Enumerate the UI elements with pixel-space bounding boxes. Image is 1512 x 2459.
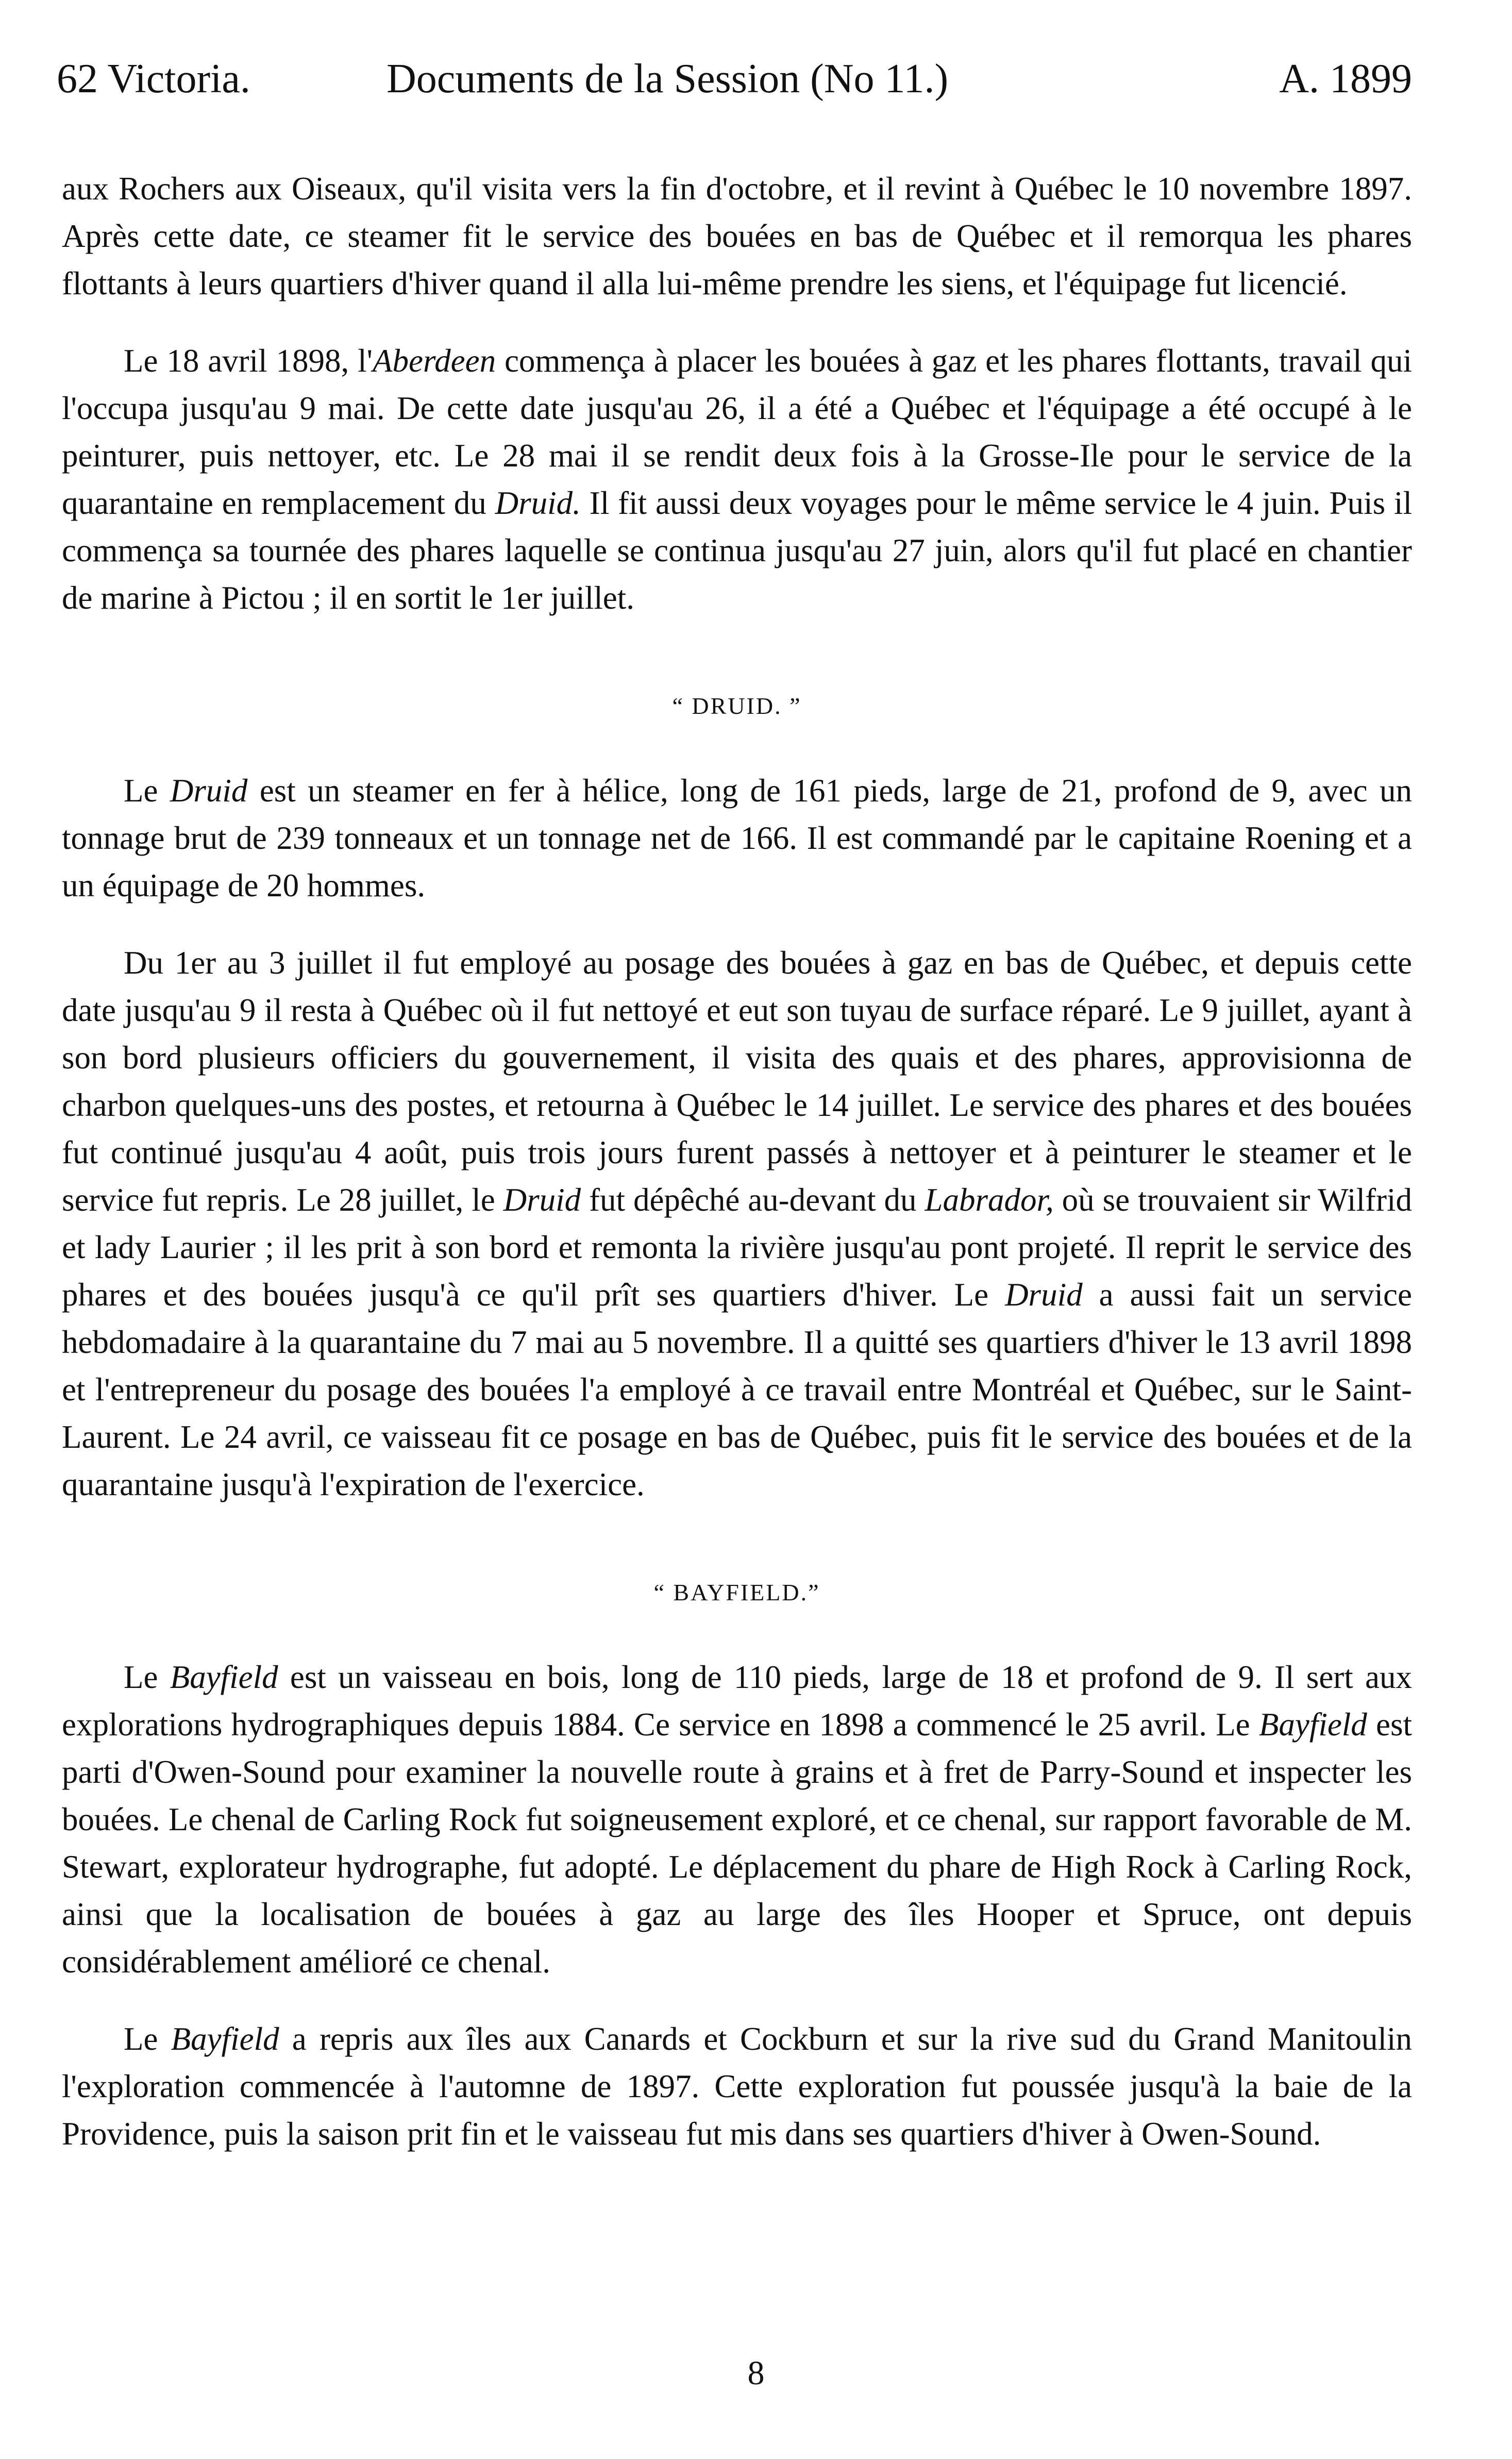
section-heading-bayfield: “ BAYFIELD.” — [653, 1579, 820, 1605]
paragraph-text: est un steamer en fer à hélice, long de 161 pieds, large de 21, profond de 9, avec un tonnage brut de 239 tonneaux et un tonnage net de 166. Il est commandé par le capitaine Roening et a un équipage de 20 hommes. — [62, 773, 1412, 904]
paragraph-text: Du 1er au 3 juillet il fut employé au posage des bouées à gaz en bas de Québec, et depuis cette date jusqu'au 9 il resta à Québec où il fut nettoyé et eut son tuyau de surface réparé. Le 9 juillet, ayant à son bord plusieurs officiers du gouvernement, il visita des quais et des phares, approvisionna de charbon quelques-uns des postes, et retourna à Québec le 14 juillet. Le service des phares et des bouées fut continué jusqu'au 4 août, puis trois jours furent passés à nettoyer et à peinturer le steamer et le service fut repris. Le 28 juillet, le — [62, 945, 1412, 1218]
ship-name: Druid — [1005, 1277, 1083, 1313]
header-year: A. 1899 — [1279, 56, 1412, 102]
paragraph-text: Il fit aussi deux voyages pour le même service le 4 juin. Puis il commença sa tournée des phares laquelle se continua jusqu'au 27 juin, alors qu'il fut placé en chantier de marine à Pictou ; il en sortit le 1er juillet. — [62, 485, 1412, 616]
paragraph-text: fut dépêché au-devant du — [581, 1182, 925, 1218]
paragraph-druid-service — [62, 939, 1412, 1508]
running-header — [57, 45, 1412, 112]
paragraph-aberdeen — [62, 337, 1412, 622]
paragraph-text: où se trouvaient sir Wilfrid et lady Laurier ; il les prit à son bord et remonta la rivière jusqu'au pont projeté. Il reprit le service des phares et des bouées jusqu'à ce qu'il prît ses quartiers d'hiver. Le — [62, 1182, 1413, 1313]
page-number: 8 — [747, 2354, 765, 2392]
ship-name: Bayfield — [171, 2021, 279, 2057]
ship-name: Druid — [170, 773, 248, 809]
ship-name: Druid — [503, 1182, 581, 1218]
paragraph-continuation — [62, 165, 1412, 307]
paragraph-text: commença à placer les bouées à gaz et les phares flottants, travail qui l'occupa jusqu'au 9 mai. De cette date jusqu'au 26, il a été a Québec et l'équipage a été occupé à le peinturer, puis nettoyer, etc. Le 28 mai il se rendit deux fois à la Grosse-Ile pour le service de la quarantaine en remplacement du — [62, 343, 1413, 521]
paragraph-text: Le — [124, 2021, 171, 2057]
ship-name: Aberdeen — [373, 343, 496, 379]
paragraph-bayfield-description — [62, 1653, 1412, 1985]
paragraph-bayfield-exploration — [62, 2015, 1412, 2157]
ship-name: Bayfield — [170, 1659, 278, 1695]
ship-name: Labrador, — [925, 1182, 1054, 1218]
paragraph-text: Le 18 avril 1898, l' — [124, 343, 373, 379]
paragraph-text: est un vaisseau en bois, long de 110 pieds, large de 18 et profond de 9. Il sert aux explorations hydrographiques depuis 1884. Ce service en 1898 a commencé le 25 avril. Le — [62, 1659, 1412, 1743]
ship-name: Druid. — [495, 485, 581, 521]
paragraph-text: Le — [124, 1659, 170, 1695]
paragraph-text: aux Rochers aux Oiseaux, qu'il visita vers la fin d'octobre, et il revint à Québec le 10 novembre 1897. Après cette date, ce steamer fit le service des bouées en bas de Québec et il remorqua les phares flottants à leurs quartiers d'hiver quand il alla lui-même prendre les siens, et l'équipage fut licencié. — [62, 171, 1412, 302]
document-body — [62, 165, 1412, 2187]
paragraph-text: Le — [124, 773, 170, 809]
paragraph-druid-description — [62, 767, 1412, 909]
header-title: Documents de la Session (No 11.) — [387, 56, 949, 102]
paragraph-text: est parti d'Owen-Sound pour examiner la nouvelle route à grains et à fret de Parry-Sound et inspecter les bouées. Le chenal de Carling Rock fut soigneusement exploré, et ce chenal, sur rapport favorable de M. Stewart, explorateur hydrographe, fut adopté. Le déplacement du phare de High Rock à Carling Rock, ainsi que la localisation de bouées à gaz au large des îles Hooper et Spruce, ont depuis considérablement amélioré ce chenal. — [62, 1707, 1412, 1980]
paragraph-text: a repris aux îles aux Canards et Cockburn et sur la rive sud du Grand Manitoulin l'exploration commencée à l'automne de 1897. Cette exploration fut poussée jusqu'à la baie de la Providence, puis la saison prit fin et le vaisseau fut mis dans ses quartiers d'hiver à Owen-Sound. — [62, 2021, 1412, 2152]
header-volume: 62 Victoria. — [57, 56, 250, 102]
ship-name: Bayfield — [1258, 1707, 1367, 1743]
paragraph-text: a aussi fait un service hebdomadaire à la quarantaine du 7 mai au 5 novembre. Il a quitté ses quartiers d'hiver le 13 avril 1898 et l'entrepreneur du posage des bouées l'a employé à ce travail entre Montréal et Québec, sur le Saint-Laurent. Le 24 avril, ce vaisseau fit ce posage en bas de Québec, puis fit le service des bouées et de la quarantaine jusqu'à l'expiration de l'exercice. — [62, 1277, 1412, 1502]
section-heading-druid: “ DRUID. ” — [672, 693, 802, 719]
